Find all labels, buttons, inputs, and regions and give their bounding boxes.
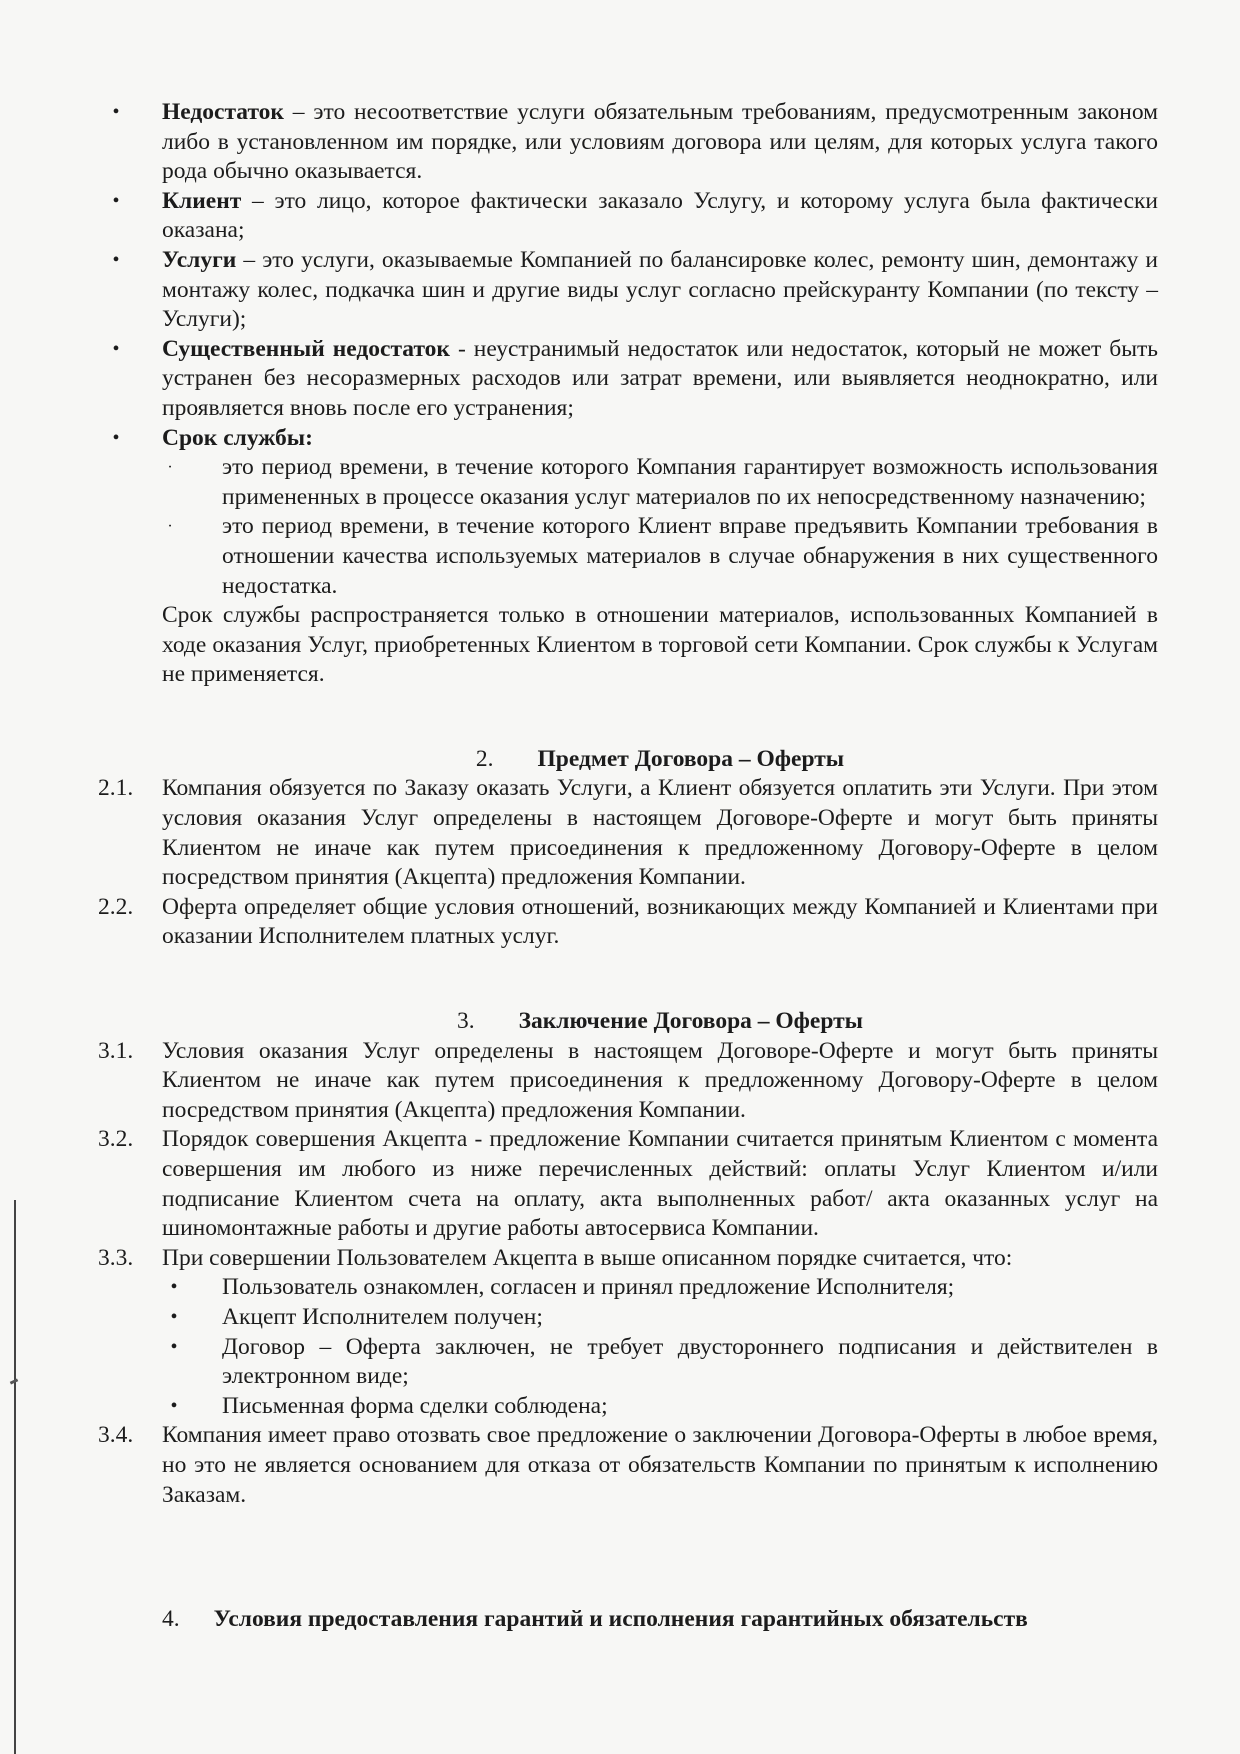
- definition-term: Существенный недостаток: [162, 335, 450, 362]
- bullet-icon: •: [170, 1335, 178, 1358]
- section-heading: [162, 1606, 1028, 1633]
- acceptance-bullet: [170, 1273, 1158, 1303]
- section-number: 4.: [162, 1606, 180, 1632]
- acceptance-bullet-text: Пользователь ознакомлен, согласен и принял предложение Исполнителя;: [222, 1274, 955, 1301]
- clause-item: [98, 1421, 1158, 1510]
- clause-item: [98, 774, 1158, 892]
- definition-item: [112, 98, 1158, 187]
- service-life-item: [167, 453, 1158, 512]
- document-body: [98, 98, 1158, 1510]
- bullet-icon: •: [170, 1276, 178, 1299]
- service-life-text: это период времени, в течение которого Клиент вправе предъявить Компании требования в отношении качества используемых материалов в случае обнаружения в них существенного недостатка.: [222, 513, 1158, 599]
- clause-item: [98, 1244, 1158, 1274]
- clause-item: [98, 1037, 1158, 1126]
- definition-text: – это лицо, которое фактически заказало Услугу, и которому услуга была фактически оказана;: [162, 187, 1158, 244]
- definition-text: – это несоответствие услуги обязательным требованиям, предусмотренным законом либо в установленном им порядке, или условиям договора или целям, для которых услуга такого рода обычно оказывается.: [162, 99, 1158, 185]
- clause-number: 2.1.: [98, 775, 134, 802]
- clause-text: Порядок совершения Акцепта - предложение Компании считается принятым Клиентом с момента совершения им любого из ниже перечисленных действий: оплаты Услуг Клиентом и/или подписание Клиентом счета на оплату, акта выполненных работ/ акта оказанных услуг на шиномонтажные работы и другие работы автосервиса Компании.: [162, 1126, 1158, 1242]
- bullet-icon: •: [112, 101, 120, 123]
- definition-text: - неустранимый недостаток или недостаток, который не может быть устранен без несоразмерных расходов или затрат времени, или выявляется неоднократно, или проявляется вновь после его устранения;: [162, 335, 1158, 421]
- clause-text: Условия оказания Услуг определены в настоящем Договоре-Оферте и могут быть приняты Клиентом не иначе как путем присоединения к предложенному Договору-Оферте в целом посредством принятия (Акцепта) предложения Компании.: [162, 1037, 1158, 1123]
- clause-item: [98, 1125, 1158, 1243]
- service-life-note: Срок службы распространяется только в отношении материалов, использованных Компанией в ходе оказания Услуг, приобретенных Клиентом в торговой сети Компании. Срок службы к Услугам не применяется.: [162, 602, 1158, 688]
- definition-item: [112, 246, 1158, 335]
- section-title: Условия предоставления гарантий и исполнения гарантийных обязательств: [213, 1606, 1028, 1632]
- clause-text: Оферта определяет общие условия отношений, возникающих между Компанией и Клиентами при оказании Исполнителем платных услуг.: [162, 893, 1158, 950]
- acceptance-bullet: [170, 1303, 1158, 1333]
- clause-number: 3.1.: [98, 1037, 134, 1064]
- definition-item: [112, 424, 1158, 454]
- section-number: 2.: [475, 745, 494, 772]
- clause-text: Компания имеет право отозвать свое предложение о заключении Договора-Оферты в любое время, но это не является основанием для отказа от обязательств Компании по принятым к исполнению Заказам.: [162, 1422, 1158, 1508]
- bullet-icon: •: [112, 426, 120, 449]
- section-heading: [162, 1007, 1158, 1037]
- acceptance-bullet-text: Письменная форма сделки соблюдена;: [222, 1392, 608, 1419]
- clause-item: [98, 893, 1158, 952]
- clause-text: Компания обязуется по Заказу оказать Услуги, а Клиент обязуется оплатить эти Услуги. При этом условия оказания Услуг определены в настоящем Договоре-Оферте и могут быть приняты Клиентом не иначе как путем присоединения к предложенному Договору-Оферте в целом посредством принятия (Акцепта) предложения Компании.: [162, 775, 1158, 891]
- definition-term: Недостаток: [162, 99, 284, 125]
- bullet-icon: •: [170, 1394, 178, 1417]
- acceptance-bullet: [170, 1333, 1158, 1392]
- definition-term: Клиент: [162, 187, 242, 214]
- service-life-text: это период времени, в течение которого Компания гарантирует возможность использования примененных в процессе оказания услуг материалов по их непосредственному назначению;: [222, 454, 1158, 510]
- clause-number: 3.3.: [98, 1244, 134, 1271]
- service-life-item: [167, 512, 1158, 601]
- section-number: 3.: [456, 1008, 475, 1035]
- bullet-icon: •: [170, 1305, 178, 1328]
- acceptance-bullet-text: Акцепт Исполнителем получен;: [222, 1303, 543, 1330]
- definition-term: Услуги: [162, 246, 237, 273]
- dot-icon: ·: [167, 518, 173, 536]
- acceptance-bullet-text: Договор – Оферта заключен, не требует двустороннего подписания и действителен в электронном виде;: [222, 1333, 1158, 1390]
- bullet-icon: •: [112, 248, 120, 271]
- clause-number: 3.2.: [98, 1126, 134, 1153]
- dot-icon: ·: [167, 459, 173, 477]
- section-title: Заключение Договора – Оферты: [518, 1008, 864, 1035]
- scan-edge-line: [14, 1200, 16, 1754]
- definition-item: [112, 187, 1158, 246]
- clause-number: 3.4.: [98, 1422, 134, 1449]
- definition-term: Срок службы:: [162, 424, 313, 451]
- section-title: Предмет Договора – Оферты: [537, 745, 845, 772]
- bullet-icon: •: [112, 189, 120, 212]
- definition-text: – это услуги, оказываемые Компанией по балансировке колес, ремонту шин, демонтажу и монтажу колес, подкачка шин и другие виды услуг согласно прейскуранту Компании (по тексту – Услуги);: [162, 246, 1158, 333]
- bullet-icon: •: [112, 337, 120, 360]
- section-heading: [162, 745, 1158, 775]
- clause-number: 2.2.: [98, 893, 134, 920]
- clause-text: При совершении Пользователем Акцепта в выше описанном порядке считается, что:: [162, 1244, 1013, 1271]
- acceptance-bullet: [170, 1392, 1158, 1422]
- definition-item: [112, 335, 1158, 424]
